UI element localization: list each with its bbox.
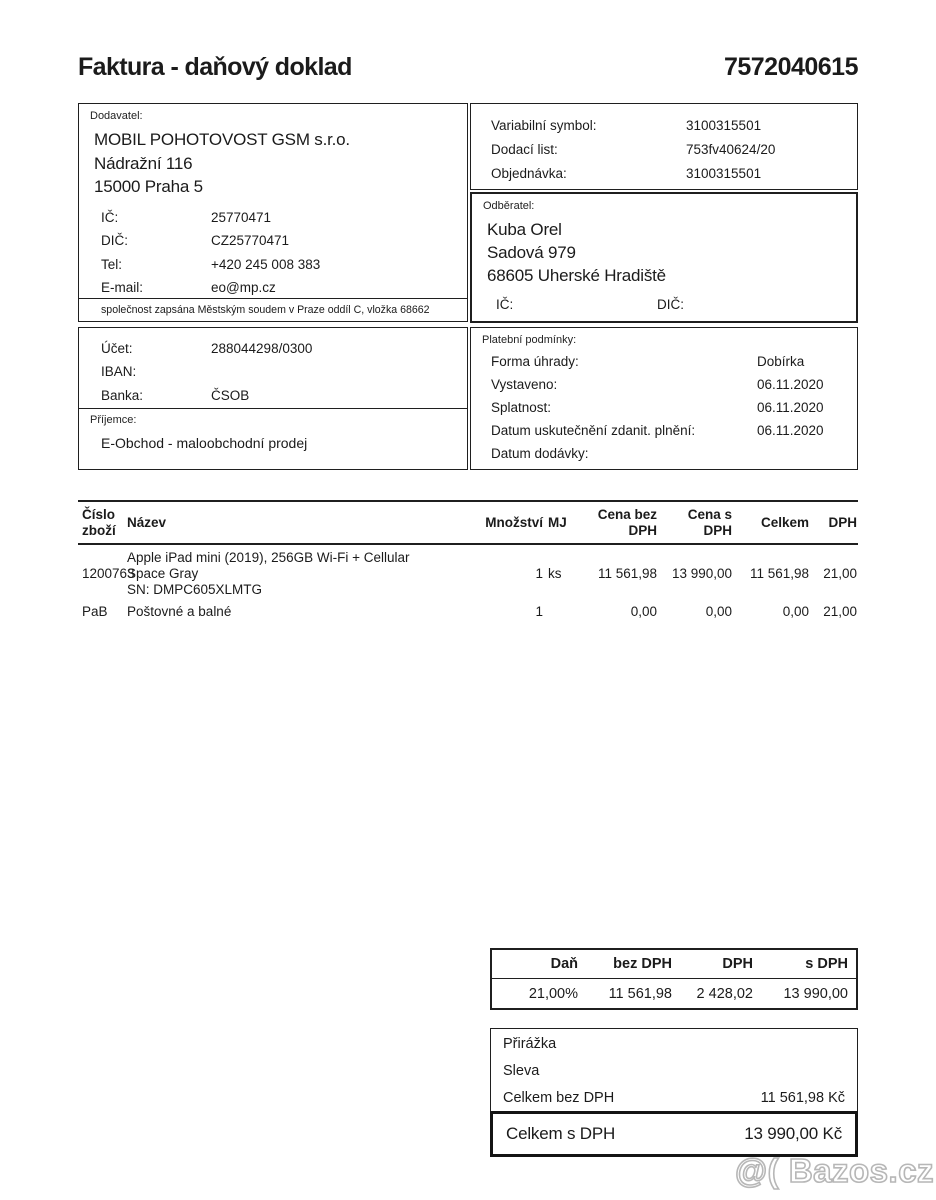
due-value: 06.11.2020 — [757, 400, 824, 415]
tax-summary-header — [492, 950, 856, 979]
bank-iban-row — [101, 364, 211, 379]
customer-dic-label: DIČ: — [657, 297, 684, 312]
taxable-date-value: 06.11.2020 — [757, 423, 824, 438]
header-price-excl-vat: Cena bez DPH — [597, 506, 657, 538]
variable-symbol-row — [491, 118, 761, 133]
tax-header-total: s DPH — [805, 956, 848, 972]
delivery-date-label: Datum dodávky: — [491, 446, 589, 461]
bank-name-row — [101, 388, 249, 403]
header-item-code: Číslo zboží — [82, 506, 116, 538]
tax-header-rate: Daň — [550, 956, 578, 972]
customer-address-city: 68605 Uherské Hradiště — [487, 266, 666, 285]
due-row — [491, 400, 824, 415]
tax-base-value: 11 561,98 — [608, 986, 672, 1002]
customer-address-street: Sadová 979 — [487, 243, 576, 262]
bank-box — [78, 327, 468, 470]
surcharge-label: Přirážka — [503, 1036, 557, 1052]
table-row — [78, 546, 858, 598]
supplier-dic-label: DIČ: — [101, 233, 128, 248]
supplier-address-city: 15000 Praha 5 — [94, 177, 203, 196]
discount-label: Sleva — [503, 1063, 540, 1079]
tax-header-base: bez DPH — [613, 956, 672, 972]
issued-row — [491, 377, 824, 392]
tax-vat-value: 2 428,02 — [696, 986, 753, 1002]
payment-method-value: Dobírka — [757, 354, 805, 369]
supplier-section-label: Dodavatel: — [90, 110, 143, 122]
bank-name-value: ČSOB — [211, 388, 250, 403]
order-row — [491, 166, 761, 181]
header-unit: MJ — [548, 514, 567, 530]
grand-total-value: 13 990,00 Kč — [744, 1124, 842, 1143]
item-vat: 21,00 — [823, 566, 857, 581]
bank-account-value: 288044298/0300 — [211, 341, 313, 356]
variable-symbol-value: 3100315501 — [686, 118, 762, 133]
supplier-email-value: eo@mp.cz — [211, 280, 276, 295]
supplier-name: MOBIL POHOTOVOST GSM s.r.o. — [94, 130, 350, 149]
supplier-registration-note: společnost zapsána Městským soudem v Praze oddíl C, vložka 68662 — [101, 304, 430, 316]
subtotal-value: 11 561,98 Kč — [760, 1090, 845, 1106]
issued-label: Vystaveno: — [491, 377, 558, 392]
taxable-date-row — [491, 423, 824, 438]
tax-total-value: 13 990,00 — [783, 986, 848, 1002]
taxable-date-label: Datum uskutečnění zdanit. plnění: — [491, 423, 696, 438]
discount-row — [503, 1063, 845, 1083]
delivery-note-label: Dodací list: — [491, 142, 558, 157]
order-value: 3100315501 — [686, 166, 762, 181]
payment-method-row — [491, 354, 804, 369]
due-label: Splatnost: — [491, 400, 552, 415]
bank-account-label: Účet: — [101, 341, 133, 356]
payment-box — [470, 327, 858, 470]
customer-section-label: Odběratel: — [483, 200, 535, 212]
item-quantity: 1 — [535, 566, 543, 581]
bank-recipient-divider — [79, 408, 467, 409]
bank-account-row — [101, 341, 312, 356]
supplier-ic-label: IČ: — [101, 210, 119, 225]
bank-iban-label: IBAN: — [101, 364, 137, 379]
payment-method-label: Forma úhrady: — [491, 354, 579, 369]
customer-ic-label: IČ: — [496, 297, 514, 312]
customer-box — [470, 192, 858, 323]
item-total: 0,00 — [782, 604, 809, 619]
item-price-excl: 0,00 — [630, 604, 657, 619]
order-label: Objednávka: — [491, 166, 567, 181]
references-box — [470, 103, 858, 190]
bazos-watermark: @( Bazos.cz — [735, 1152, 935, 1189]
supplier-address-street: Nádražní 116 — [94, 154, 193, 173]
customer-ic-dic-row — [496, 297, 684, 312]
grand-total-label: Celkem s DPH — [506, 1124, 616, 1143]
item-name: Apple iPad mini (2019), 256GB Wi-Fi + Cellular Space Gray SN: DMPC605XLMTG — [127, 550, 410, 597]
tax-header-vat: DPH — [722, 956, 753, 972]
delivery-note-value: 753fv40624/20 — [686, 142, 776, 157]
customer-name: Kuba Orel — [487, 220, 562, 239]
table-row — [78, 600, 858, 620]
payment-section-label: Platební podmínky: — [482, 334, 577, 346]
item-quantity: 1 — [535, 604, 543, 619]
totals-box — [490, 1028, 858, 1113]
variable-symbol-label: Variabilní symbol: — [491, 118, 597, 133]
supplier-tel-row — [101, 257, 320, 272]
supplier-tel-label: Tel: — [101, 257, 123, 272]
recipient-name: E-Obchod - maloobchodní prodej — [101, 435, 308, 451]
supplier-tel-value: +420 245 008 383 — [211, 257, 321, 272]
delivery-note-row — [491, 142, 775, 157]
supplier-box — [78, 103, 468, 322]
delivery-date-row — [491, 446, 757, 461]
header-total: Celkem — [760, 514, 809, 530]
recipient-section-label: Příjemce: — [90, 414, 137, 426]
item-name: Poštovné a balné — [127, 604, 232, 619]
item-price-incl: 0,00 — [705, 604, 732, 619]
tax-summary-row — [492, 980, 856, 1008]
grand-total-box — [490, 1111, 858, 1157]
item-code: 1200763 — [82, 566, 135, 581]
header-price-incl-vat: Cena s DPH — [687, 506, 732, 538]
supplier-email-label: E-mail: — [101, 280, 144, 295]
item-code: PaB — [82, 604, 108, 619]
item-price-excl: 11 561,98 — [597, 566, 657, 581]
surcharge-row — [503, 1036, 845, 1056]
item-unit: ks — [548, 566, 562, 581]
item-vat: 21,00 — [823, 604, 857, 619]
supplier-email-row — [101, 280, 276, 295]
header-vat: DPH — [828, 514, 857, 530]
header-quantity: Množství — [485, 514, 543, 530]
tax-summary-table — [490, 948, 858, 1010]
issued-value: 06.11.2020 — [757, 377, 824, 392]
subtotal-row — [503, 1090, 845, 1110]
invoice-title: Faktura - daňový doklad — [78, 53, 352, 81]
supplier-ic-value: 25770471 — [211, 210, 272, 225]
item-price-incl: 13 990,00 — [671, 566, 732, 581]
supplier-dic-row — [101, 233, 289, 248]
bank-name-label: Banka: — [101, 388, 144, 403]
items-table-header — [78, 500, 858, 545]
header-item-name: Název — [127, 514, 167, 530]
invoice-number: 7572040615 — [723, 53, 858, 81]
item-total: 11 561,98 — [749, 566, 809, 581]
subtotal-label: Celkem bez DPH — [503, 1090, 615, 1106]
supplier-dic-value: CZ25770471 — [211, 233, 290, 248]
tax-rate-value: 21,00% — [528, 986, 578, 1002]
supplier-divider — [79, 298, 467, 299]
supplier-ic-row — [101, 210, 271, 225]
